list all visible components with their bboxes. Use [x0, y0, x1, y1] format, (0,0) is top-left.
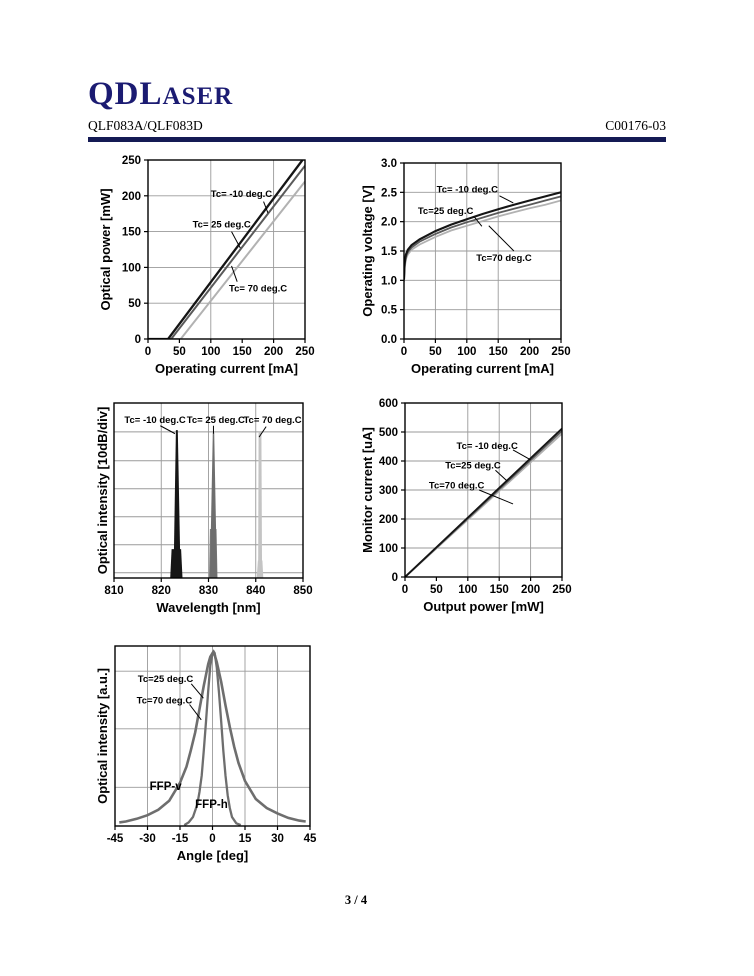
x-tick-label: 50	[429, 346, 442, 358]
x-axis-title: Angle [deg]	[176, 848, 249, 863]
x-axis-title: Operating current [mA]	[154, 361, 299, 376]
x-tick-label: 100	[458, 584, 478, 596]
y-axis-title: Optical intensity [10dB/div]	[95, 406, 110, 575]
x-tick-label: 250	[551, 346, 571, 358]
x-tick-label: -45	[106, 833, 124, 845]
x-tick-label: 0	[144, 346, 152, 358]
series-area	[258, 431, 262, 578]
x-tick-label: 250	[552, 584, 572, 596]
y-tick-label: 600	[378, 398, 398, 410]
y-tick-label: 200	[378, 514, 398, 526]
x-axis-title: Output power [mW]	[423, 599, 544, 614]
x-tick-label: -15	[171, 833, 189, 845]
y-tick-label: 0	[134, 334, 141, 346]
x-tick-label: 45	[303, 833, 317, 845]
x-axis-title: Operating current [mA]	[410, 361, 555, 376]
annotation-text: Tc= -10 deg.C	[456, 440, 518, 452]
header-rule	[88, 137, 666, 142]
series-area	[210, 433, 217, 578]
axis-ticks	[401, 403, 562, 581]
x-tick-label: 850	[293, 585, 313, 597]
annotation-text: Tc=25 deg.C	[417, 206, 474, 218]
x-tick-label: 830	[198, 585, 219, 597]
chart-monitor-current	[352, 390, 582, 625]
y-tick-label: 2.5	[381, 187, 397, 200]
y-axis-title: Monitor current [uA]	[360, 427, 375, 553]
y-tick-label: 400	[378, 456, 398, 468]
x-tick-label: 150	[488, 346, 508, 358]
annotation-text: Tc= 70 deg.C	[243, 415, 302, 427]
annotation-text: Tc=70 deg.C	[476, 252, 532, 264]
annotation-leader	[489, 226, 514, 251]
x-tick-label: 100	[201, 346, 221, 358]
axis-tick-labels	[379, 398, 572, 596]
y-tick-label: 0	[391, 572, 398, 584]
y-tick-label: 300	[378, 485, 398, 497]
axis-tick-labels	[122, 155, 315, 358]
y-tick-label: 1.5	[381, 246, 397, 258]
y-tick-label: 100	[378, 543, 398, 555]
header-subline	[88, 118, 666, 134]
chart-li-curve	[90, 150, 330, 390]
x-tick-label: 820	[151, 585, 171, 597]
annotation-text: Tc=70 deg.C	[136, 695, 193, 707]
x-tick-label: 200	[264, 346, 284, 358]
chart-far-field-pattern	[90, 640, 330, 875]
annotation-leader	[499, 196, 513, 203]
x-tick-label: 50	[430, 584, 443, 596]
grid-lines	[114, 403, 303, 578]
x-axis-title: Wavelength [nm]	[156, 600, 261, 615]
annotation-text: Tc= -10 deg.C	[124, 415, 186, 427]
y-tick-label: 500	[378, 427, 398, 439]
y-tick-label: 0.5	[381, 304, 397, 317]
x-tick-label: 200	[520, 346, 540, 358]
x-tick-label: 200	[521, 584, 541, 596]
y-tick-label: 0.0	[381, 334, 397, 346]
brand-logo	[88, 78, 666, 111]
x-tick-label: 0	[400, 346, 408, 358]
y-tick-label: 2.0	[381, 216, 397, 229]
series-group	[170, 430, 263, 578]
page-header	[88, 78, 666, 142]
x-tick-label: 0	[209, 833, 216, 845]
x-tick-label: 0	[401, 584, 409, 596]
series-group	[148, 160, 305, 339]
y-tick-label: 1.0	[381, 275, 397, 288]
y-axis-title: Operating voltage [V]	[360, 185, 375, 317]
model-number: QLF083A/QLF083D	[88, 118, 203, 133]
y-tick-label: 150	[121, 226, 141, 239]
y-axis-title: Optical power [mW]	[98, 188, 113, 311]
annotation-leader	[495, 470, 507, 481]
annotation-text: FFP-h	[195, 799, 228, 811]
annotation-text: Tc= 25 deg.C	[192, 219, 251, 231]
x-tick-label: -30	[139, 833, 156, 845]
annotation-text: Tc= -10 deg.C	[436, 184, 498, 196]
x-tick-label: 150	[232, 346, 252, 358]
annotation-text: Tc= 70 deg.C	[229, 283, 288, 295]
y-tick-label: 250	[121, 155, 141, 167]
axis-tick-labels	[107, 833, 317, 845]
annotation-text: Tc= -10 deg.C	[210, 189, 273, 201]
y-tick-label: 100	[121, 262, 141, 275]
x-tick-label: 100	[457, 346, 477, 358]
series-line	[148, 160, 303, 339]
page-number: 3 / 4	[344, 893, 368, 907]
y-tick-label: 200	[121, 190, 141, 203]
doc-number: C00176-03	[605, 118, 666, 133]
annotation-leader	[160, 426, 175, 434]
annotation-text: Tc=70 deg.C	[428, 480, 485, 492]
chart-vi-curve	[352, 150, 582, 390]
y-axis-title: Optical intensity [a.u.]	[95, 668, 110, 804]
x-tick-label: 30	[271, 833, 284, 845]
annotation-text: Tc=25 deg.C	[137, 674, 194, 685]
annotation-leader	[232, 232, 241, 248]
annotation-text: Tc=25 deg.C	[445, 460, 501, 472]
logo-text-small: ASER	[162, 83, 234, 110]
x-tick-label: 15	[238, 833, 252, 845]
annotation-text: Tc= 25 deg.C	[186, 415, 245, 427]
y-tick-label: 50	[128, 298, 141, 311]
x-tick-label: 50	[173, 346, 186, 358]
logo-text-large: QDL	[88, 76, 163, 112]
series-area	[174, 430, 181, 578]
annotation-text: FFP-v	[149, 781, 182, 793]
y-tick-label: 3.0	[381, 158, 397, 170]
chart-spectrum	[90, 395, 330, 630]
x-tick-label: 250	[295, 346, 315, 358]
x-tick-label: 150	[489, 584, 509, 596]
x-tick-label: 840	[246, 585, 266, 597]
axis-tick-labels	[104, 585, 312, 597]
x-tick-label: 810	[104, 585, 124, 597]
